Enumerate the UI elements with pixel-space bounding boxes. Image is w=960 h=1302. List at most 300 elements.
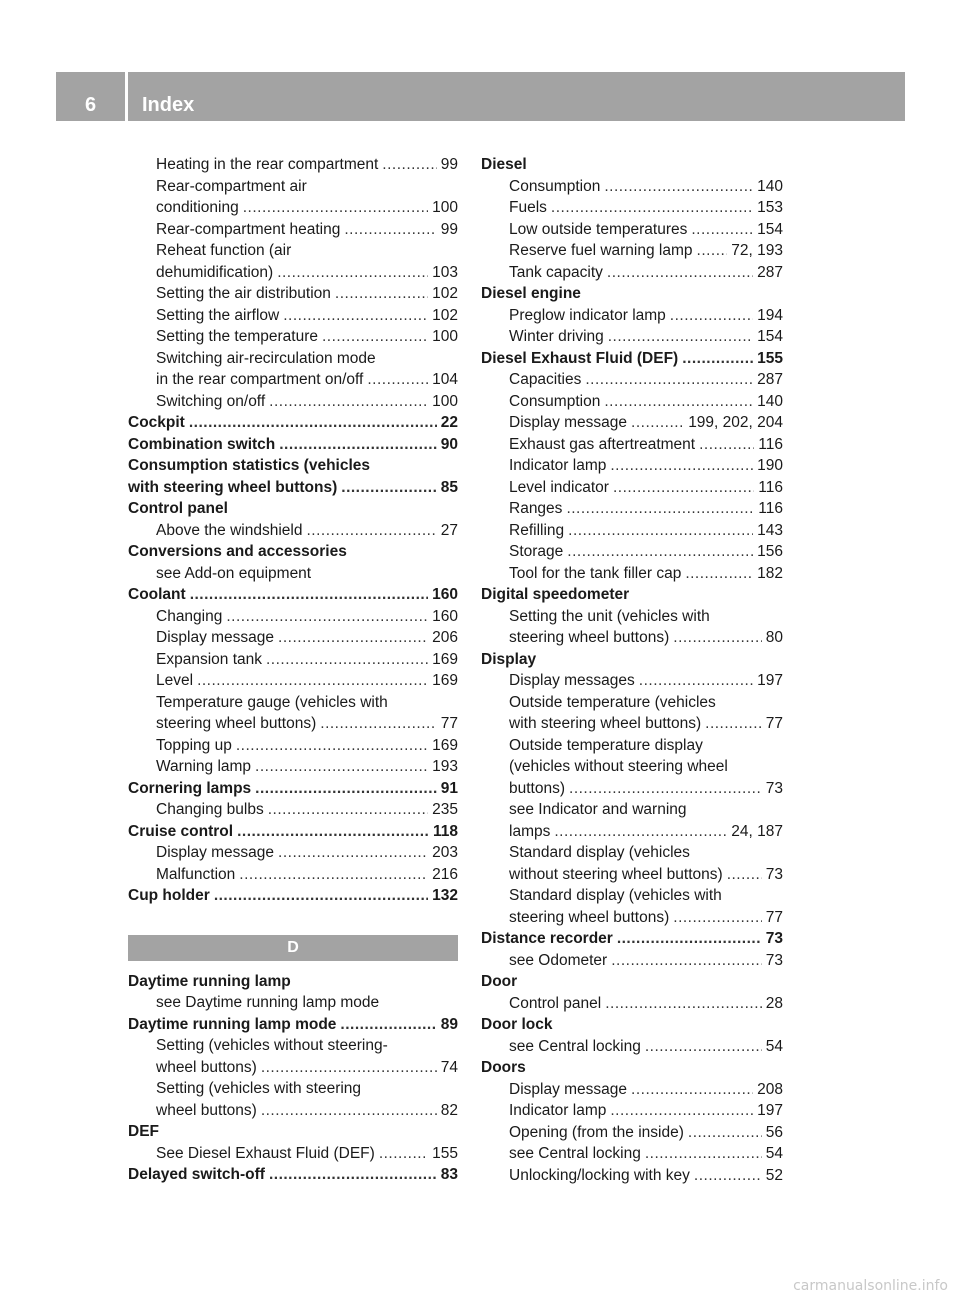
leader-dots: [214, 885, 428, 907]
entry-line: [509, 326, 783, 348]
entry-line: [156, 197, 458, 219]
page-reference[interactable]: 169: [432, 672, 458, 689]
index-entry: [481, 283, 783, 305]
entry-line: [509, 627, 783, 649]
entry-line: [156, 670, 458, 692]
entry-line: [509, 670, 783, 692]
entry-line: [481, 348, 783, 370]
index-entry: [128, 584, 458, 606]
entry-text: See Diesel Exhaust Fluid (DEF): [156, 1144, 375, 1162]
leader-dots: [705, 713, 762, 735]
index-subentry: [481, 520, 783, 542]
entry-text: Reheat function (air: [156, 242, 292, 259]
entry-line: [156, 649, 458, 671]
leader-dots: [379, 1143, 428, 1165]
index-subentry: [128, 735, 458, 757]
entry-text: Display: [481, 650, 537, 668]
leader-dots: [631, 412, 684, 434]
page-reference[interactable]: 154: [757, 220, 783, 238]
entry-line: [509, 1165, 783, 1187]
index-entry: [481, 971, 783, 993]
entry-line: [509, 950, 783, 972]
entry-text: Rear-compartment air: [156, 177, 307, 195]
index-subentry: [128, 348, 458, 391]
leader-dots: [367, 369, 428, 391]
entry-line: [156, 713, 458, 735]
page-reference[interactable]: 100: [432, 392, 458, 410]
page-reference[interactable]: 116: [758, 478, 783, 496]
entry-text: Cruise control: [128, 822, 234, 840]
leader-dots: [585, 369, 753, 391]
index-subentry: [481, 369, 783, 391]
entry-line: [509, 498, 783, 520]
leader-dots: [605, 993, 762, 1015]
entry-line: [156, 348, 458, 370]
entry-line: [128, 455, 458, 477]
index-entry: [481, 348, 783, 370]
entry-line: [128, 412, 458, 434]
entry-line: [481, 928, 783, 950]
entry-line: [509, 842, 783, 864]
entry-line: [128, 584, 458, 606]
entry-text: conditioning: [156, 199, 239, 216]
entry-line: [509, 993, 783, 1015]
leader-dots: [727, 864, 762, 886]
index-letter-heading: D: [128, 935, 458, 961]
entry-text: Outside temperature (vehicles: [509, 693, 716, 711]
index-subentry: [481, 262, 783, 284]
page-reference[interactable]: 89: [440, 1015, 458, 1033]
entry-text: Preglow indicator lamp: [509, 306, 666, 324]
leader-dots: [699, 434, 754, 456]
entry-text: see Central locking: [509, 1145, 641, 1162]
page-reference[interactable]: 208: [757, 1080, 783, 1098]
page-reference[interactable]: 24, 187: [731, 822, 783, 840]
entry-text: with steering wheel buttons): [509, 715, 702, 732]
page-reference[interactable]: 102: [432, 306, 458, 324]
entry-text: Cornering lamps: [128, 779, 252, 797]
entry-line: [509, 369, 783, 391]
entry-text: Heating in the rear compartment: [156, 156, 379, 173]
page-reference[interactable]: 52: [765, 1166, 783, 1184]
index-subentry: [481, 498, 783, 520]
page-reference[interactable]: 85: [440, 478, 458, 496]
entry-text: Diesel: [481, 156, 527, 173]
entry-text: Ranges: [509, 500, 563, 517]
page-reference[interactable]: 99: [440, 220, 458, 238]
entry-line: [509, 240, 783, 262]
index-subentry: [481, 670, 783, 692]
page-title: Index: [142, 94, 195, 116]
entry-text: Outside temperature display: [509, 736, 703, 754]
page-reference[interactable]: 90: [440, 435, 458, 453]
entry-text: see Central locking: [509, 1037, 641, 1055]
entry-line: [481, 649, 783, 671]
page-reference[interactable]: 153: [757, 199, 783, 216]
page-reference[interactable]: 155: [432, 1144, 458, 1162]
entry-text: Delayed switch-off: [128, 1166, 265, 1183]
page-reference[interactable]: 160: [432, 607, 458, 625]
index-subentry: [481, 305, 783, 327]
index-subentry: [128, 756, 458, 778]
page-reference[interactable]: 182: [757, 564, 783, 582]
entry-line: [156, 369, 458, 391]
page-reference[interactable]: 206: [432, 629, 458, 646]
leader-dots: [568, 520, 753, 542]
page-reference[interactable]: 74: [440, 1058, 458, 1076]
page-reference[interactable]: 54: [765, 1037, 783, 1055]
leader-dots: [190, 584, 428, 606]
page-reference[interactable]: 73: [765, 930, 783, 947]
entry-text: Door: [481, 973, 518, 990]
page-reference[interactable]: 102: [432, 285, 458, 302]
page-reference[interactable]: 169: [432, 650, 458, 668]
entry-text: Setting the airflow: [156, 306, 280, 324]
leader-dots: [604, 391, 753, 413]
entry-line: [156, 692, 458, 714]
index-subentry: [128, 627, 458, 649]
entry-line: [509, 907, 783, 929]
page-reference[interactable]: 116: [758, 500, 783, 517]
entry-line: [509, 713, 783, 735]
entry-line: [509, 1143, 783, 1165]
index-subentry: [481, 993, 783, 1015]
index-subentry: [128, 1143, 458, 1165]
entry-text: Display message: [509, 414, 628, 431]
entry-text: Display message: [509, 1080, 628, 1098]
page-reference[interactable]: 156: [757, 543, 783, 560]
page-reference[interactable]: 73: [765, 865, 783, 883]
entry-text: (vehicles without steering wheel: [509, 758, 728, 775]
index-subentry: [481, 541, 783, 563]
entry-line: [156, 1078, 458, 1100]
page-reference[interactable]: 235: [432, 801, 458, 818]
leader-dots: [569, 778, 762, 800]
index-subentry: [481, 219, 783, 241]
leader-dots: [691, 219, 753, 241]
entry-line: [509, 477, 783, 499]
entry-line: [509, 1100, 783, 1122]
entry-line: [481, 1057, 783, 1079]
entry-text: Level: [156, 672, 194, 689]
entry-line: [156, 1057, 458, 1079]
entry-line: [156, 176, 458, 198]
page-reference[interactable]: 197: [757, 672, 783, 689]
page-reference[interactable]: 77: [765, 715, 783, 732]
index-subentry: [481, 1079, 783, 1101]
page-reference[interactable]: 193: [432, 758, 458, 775]
entry-text: Indicator lamp: [509, 1102, 607, 1119]
entry-line: [509, 262, 783, 284]
leader-dots: [551, 197, 753, 219]
entry-line: [128, 778, 458, 800]
entry-text: Conversions and accessories: [128, 543, 347, 560]
entry-text: Changing bulbs: [156, 801, 264, 818]
entry-line: [128, 1164, 458, 1186]
entry-text: Above the windshield: [156, 521, 303, 539]
page-reference[interactable]: 154: [757, 328, 783, 345]
entry-text: Tool for the tank filler cap: [509, 564, 682, 582]
index-entry: [128, 971, 458, 993]
entry-text: Winter driving: [509, 328, 604, 345]
index-subentry: [128, 606, 458, 628]
page-reference[interactable]: 27: [440, 521, 458, 539]
index-subentry: [128, 649, 458, 671]
entry-text: Temperature gauge (vehicles with: [156, 693, 388, 711]
index-column-left: [128, 154, 458, 1186]
index-entry: [128, 1164, 458, 1186]
page-reference[interactable]: 118: [432, 822, 458, 840]
leader-dots: [639, 670, 753, 692]
entry-line: [509, 455, 783, 477]
page-reference[interactable]: 155: [757, 349, 783, 367]
entry-text: Changing: [156, 607, 223, 625]
page-reference[interactable]: 194: [757, 306, 783, 324]
entry-line: [128, 885, 458, 907]
page-reference[interactable]: 82: [440, 1101, 458, 1119]
leader-dots: [197, 670, 428, 692]
entry-line: [509, 799, 783, 821]
page-reference[interactable]: 203: [432, 844, 458, 861]
entry-text: Exhaust gas aftertreatment: [509, 435, 696, 453]
entry-line: [509, 391, 783, 413]
index-entry: [128, 1014, 458, 1036]
index-subentry: [481, 455, 783, 477]
entry-text: lamps: [509, 822, 551, 840]
page-reference[interactable]: 72, 193: [731, 242, 783, 259]
entry-text: see Daytime running lamp mode: [156, 994, 380, 1011]
leader-dots: [255, 756, 428, 778]
entry-text: Cockpit: [128, 414, 185, 431]
index-subentry: [481, 434, 783, 456]
entry-line: [156, 305, 458, 327]
leader-dots: [255, 778, 437, 800]
page-reference[interactable]: 77: [440, 715, 458, 732]
entry-text: Topping up: [156, 736, 232, 754]
entry-line: [156, 756, 458, 778]
leader-dots: [608, 326, 753, 348]
entry-line: [156, 563, 458, 585]
leader-dots: [283, 305, 428, 327]
entry-text: Switching on/off: [156, 392, 266, 410]
index-subentry: [481, 950, 783, 972]
page-reference[interactable]: 91: [440, 779, 458, 797]
index-entry: [128, 498, 458, 520]
page-reference[interactable]: 116: [758, 435, 783, 453]
page-reference[interactable]: 287: [757, 263, 783, 281]
entry-line: [156, 842, 458, 864]
leader-dots: [340, 1014, 436, 1036]
page-reference[interactable]: 103: [432, 263, 458, 281]
header-divider: [125, 72, 128, 121]
index-subentry: [481, 735, 783, 800]
entry-text: see Add-on equipment: [156, 564, 312, 582]
entry-text: Door lock: [481, 1016, 553, 1033]
index-subentry: [481, 412, 783, 434]
entry-line: [128, 971, 458, 993]
entry-line: [509, 692, 783, 714]
entry-text: Warning lamp: [156, 758, 252, 775]
entry-line: [481, 1014, 783, 1036]
leader-dots: [243, 197, 428, 219]
entry-line: [156, 520, 458, 542]
index-subentry: [128, 283, 458, 305]
entry-line: [128, 477, 458, 499]
index-subentry: [128, 563, 458, 585]
page-reference[interactable]: 199, 202, 204: [688, 414, 783, 431]
index-entry: [481, 928, 783, 950]
entry-text: wheel buttons): [156, 1058, 257, 1076]
leader-dots: [239, 864, 428, 886]
leader-dots: [685, 563, 753, 585]
index-subentry: [128, 670, 458, 692]
entry-line: [156, 735, 458, 757]
page-reference[interactable]: 140: [757, 177, 783, 195]
leader-dots: [645, 1036, 762, 1058]
entry-text: with steering wheel buttons): [128, 478, 338, 496]
index-subentry: [481, 885, 783, 928]
entry-text: Unlocking/locking with key: [509, 1166, 690, 1184]
page-reference[interactable]: 143: [757, 521, 783, 539]
entry-line: [128, 498, 458, 520]
index-entry: [128, 541, 458, 563]
entry-line: [156, 1035, 458, 1057]
entry-text: buttons): [509, 779, 566, 797]
index-subentry: [128, 1035, 458, 1078]
entry-line: [156, 283, 458, 305]
entry-line: [156, 864, 458, 886]
entry-text: Display message: [156, 629, 275, 646]
entry-text: Control panel: [509, 994, 602, 1012]
leader-dots: [344, 219, 436, 241]
entry-line: [156, 627, 458, 649]
watermark: carmanualsonline.info: [793, 1278, 948, 1294]
entry-line: [156, 606, 458, 628]
entry-text: DEF: [128, 1123, 159, 1140]
page-reference[interactable]: 100: [432, 328, 458, 345]
entry-line: [509, 434, 783, 456]
leader-dots: [320, 713, 436, 735]
index-subentry: [481, 176, 783, 198]
page-reference[interactable]: 140: [757, 392, 783, 410]
page-reference[interactable]: 190: [757, 457, 783, 474]
leader-dots: [322, 326, 428, 348]
entry-text: Indicator lamp: [509, 457, 607, 474]
entry-line: [509, 778, 783, 800]
leader-dots: [268, 799, 428, 821]
entry-text: Consumption statistics (vehicles: [128, 457, 371, 474]
entry-line: [128, 541, 458, 563]
leader-dots: [269, 1164, 437, 1186]
entry-text: steering wheel buttons): [156, 715, 317, 732]
entry-text: Setting the temperature: [156, 328, 318, 345]
index-subentry: [128, 1078, 458, 1121]
leader-dots: [382, 154, 436, 176]
entry-line: [156, 262, 458, 284]
leader-dots: [266, 649, 428, 671]
entry-text: Display message: [156, 844, 275, 861]
index-subentry: [481, 326, 783, 348]
page-reference[interactable]: 160: [432, 586, 458, 603]
page-reference[interactable]: 197: [757, 1102, 783, 1119]
index-subentry: [128, 219, 458, 241]
index-subentry: [481, 240, 783, 262]
entry-line: [509, 756, 783, 778]
index-entry: [128, 1121, 458, 1143]
leader-dots: [237, 821, 429, 843]
index-subentry: [128, 176, 458, 219]
page-reference[interactable]: 54: [765, 1145, 783, 1162]
leader-dots: [567, 541, 753, 563]
entry-text: Low outside temperatures: [509, 220, 688, 238]
index-entry: [128, 778, 458, 800]
index-subentry: [481, 799, 783, 842]
leader-dots: [269, 391, 428, 413]
entry-line: [509, 412, 783, 434]
entry-text: Switching air-recirculation mode: [156, 349, 376, 367]
page-reference[interactable]: 83: [440, 1166, 458, 1183]
index-entry: [128, 885, 458, 907]
page-reference[interactable]: 56: [765, 1123, 783, 1141]
page-reference[interactable]: 80: [765, 629, 783, 646]
index-subentry: [481, 563, 783, 585]
index-entry: [128, 412, 458, 434]
entry-line: [156, 240, 458, 262]
page-reference[interactable]: 287: [757, 371, 783, 388]
page-reference[interactable]: 100: [432, 199, 458, 216]
entry-text: Refilling: [509, 521, 565, 539]
page-reference[interactable]: 73: [765, 779, 783, 797]
entry-line: [128, 1014, 458, 1036]
entry-text: Setting (vehicles without steering-: [156, 1037, 388, 1054]
entry-line: [509, 1079, 783, 1101]
index-subentry: [128, 391, 458, 413]
index-entry: [128, 434, 458, 456]
page-reference[interactable]: 104: [432, 371, 458, 388]
leader-dots: [278, 842, 428, 864]
page-reference[interactable]: 22: [440, 414, 458, 431]
index-entry: [128, 821, 458, 843]
page-reference[interactable]: 216: [432, 865, 458, 883]
leader-dots: [694, 1165, 762, 1187]
index-subentry: [481, 692, 783, 735]
leader-dots: [610, 1100, 753, 1122]
entry-text: Diesel Exhaust Fluid (DEF): [481, 349, 679, 367]
page-reference[interactable]: 169: [432, 736, 458, 754]
entry-line: [481, 154, 783, 176]
leader-dots: [682, 348, 753, 370]
leader-dots: [673, 627, 761, 649]
page-reference[interactable]: 132: [432, 887, 458, 904]
entry-line: [509, 606, 783, 628]
entry-text: Consumption: [509, 392, 601, 410]
page-reference[interactable]: 77: [765, 908, 783, 926]
index-entry: [481, 584, 783, 606]
entry-line: [509, 541, 783, 563]
leader-dots: [341, 477, 436, 499]
index-subentry: [128, 305, 458, 327]
entry-line: [509, 563, 783, 585]
leader-dots: [613, 477, 754, 499]
page-reference[interactable]: 73: [765, 951, 783, 969]
leader-dots: [645, 1143, 762, 1165]
page-reference[interactable]: 28: [765, 994, 783, 1012]
entry-text: Tank capacity: [509, 263, 603, 281]
leader-dots: [554, 821, 727, 843]
page-reference[interactable]: 99: [440, 156, 458, 173]
entry-line: [128, 821, 458, 843]
leader-dots: [688, 1122, 762, 1144]
